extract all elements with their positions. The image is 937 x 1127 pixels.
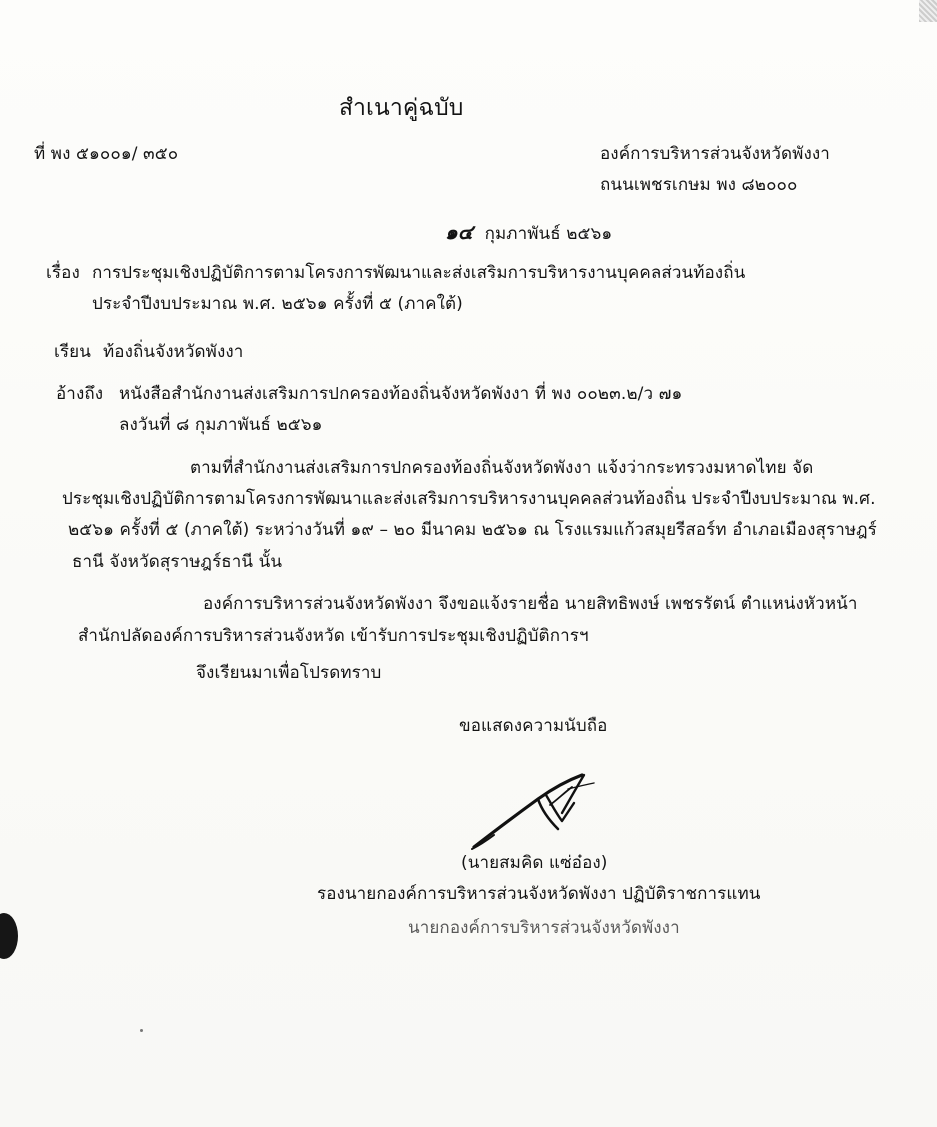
- subject-line-2: ประจำปีงบประมาณ พ.ศ. ๒๕๖๑ ครั้งที่ ๕ (ภาคใต้): [92, 294, 463, 314]
- signer-position-line-1: รองนายกองค์การบริหารส่วนจังหวัดพังงา ปฏิบัติราชการแทน: [317, 884, 761, 904]
- handwritten-date-day: ๑๔: [445, 220, 474, 244]
- closing-regards: ขอแสดงความนับถือ: [459, 716, 608, 736]
- body-paragraph-2-line-2: สำนักปลัดองค์การบริหารส่วนจังหวัด เข้ารับการประชุมเชิงปฏิบัติการฯ: [78, 626, 589, 646]
- body-paragraph-1-line-2: ประชุมเชิงปฏิบัติการตามโครงการพัฒนาและส่งเสริมการบริหารงานบุคคลส่วนท้องถิ่น ประจำปีงบประมาณ พ.ศ.: [62, 489, 876, 509]
- addressee-value: ท้องถิ่นจังหวัดพังงา: [103, 342, 244, 362]
- date-month-year: กุมภาพันธ์ ๒๕๖๑: [484, 224, 613, 244]
- closing-request: จึงเรียนมาเพื่อโปรดทราบ: [196, 663, 382, 683]
- body-paragraph-1-line-3: ๒๕๖๑ ครั้งที่ ๕ (ภาคใต้) ระหว่างวันที่ ๑๙ – ๒๐ มีนาคม ๒๕๖๑ ณ โรงแรมแก้วสมุยรีสอร์ท อำเภอเมืองสุราษฎร์: [68, 520, 877, 540]
- handwritten-signature: [466, 765, 606, 865]
- speck-mark: [140, 1029, 143, 1032]
- body-paragraph-1-line-1: ตามที่สำนักงานส่งเสริมการปกครองท้องถิ่นจังหวัดพังงา แจ้งว่ากระทรวงมหาดไทย จัด: [190, 458, 814, 478]
- signer-name: (นายสมคิด แซ่อ๋อง): [461, 853, 608, 873]
- subject-line-1: การประชุมเชิงปฏิบัติการตามโครงการพัฒนาและส่งเสริมการบริหารงานบุคคลส่วนท้องถิ่น: [92, 263, 746, 283]
- reference-number: ที่ พง ๕๑๐๐๑/ ๓๕๐: [34, 144, 179, 164]
- body-paragraph-1-line-4: ธานี จังหวัดสุราษฎร์ธานี นั้น: [72, 552, 283, 572]
- subject-label: เรื่อง: [46, 263, 80, 283]
- signer-position-line-2: นายกองค์การบริหารส่วนจังหวัดพังงา: [408, 918, 680, 938]
- scan-corner-artifact: [919, 0, 937, 22]
- reference-line-2: ลงวันที่ ๘ กุมภาพันธ์ ๒๕๖๑: [119, 415, 323, 435]
- sender-address: ถนนเพชรเกษม พง ๘๒๐๐๐: [600, 175, 798, 195]
- sender-organization: องค์การบริหารส่วนจังหวัดพังงา: [600, 144, 830, 164]
- document-header-title: สำเนาคู่ฉบับ: [339, 95, 464, 121]
- addressee-label: เรียน: [54, 342, 91, 362]
- letter-date: [445, 221, 612, 245]
- reference-label: อ้างถึง: [56, 384, 104, 404]
- punch-hole-mark: [0, 913, 18, 959]
- reference-line-1: หนังสือสำนักงานส่งเสริมการปกครองท้องถิ่นจังหวัดพังงา ที่ พง ๐๐๒๓.๒/ว ๗๑: [119, 384, 683, 404]
- body-paragraph-2-line-1: องค์การบริหารส่วนจังหวัดพังงา จึงขอแจ้งรายชื่อ นายสิทธิพงษ์ เพชรรัตน์ ตำแหน่งหัวหน้า: [203, 594, 858, 614]
